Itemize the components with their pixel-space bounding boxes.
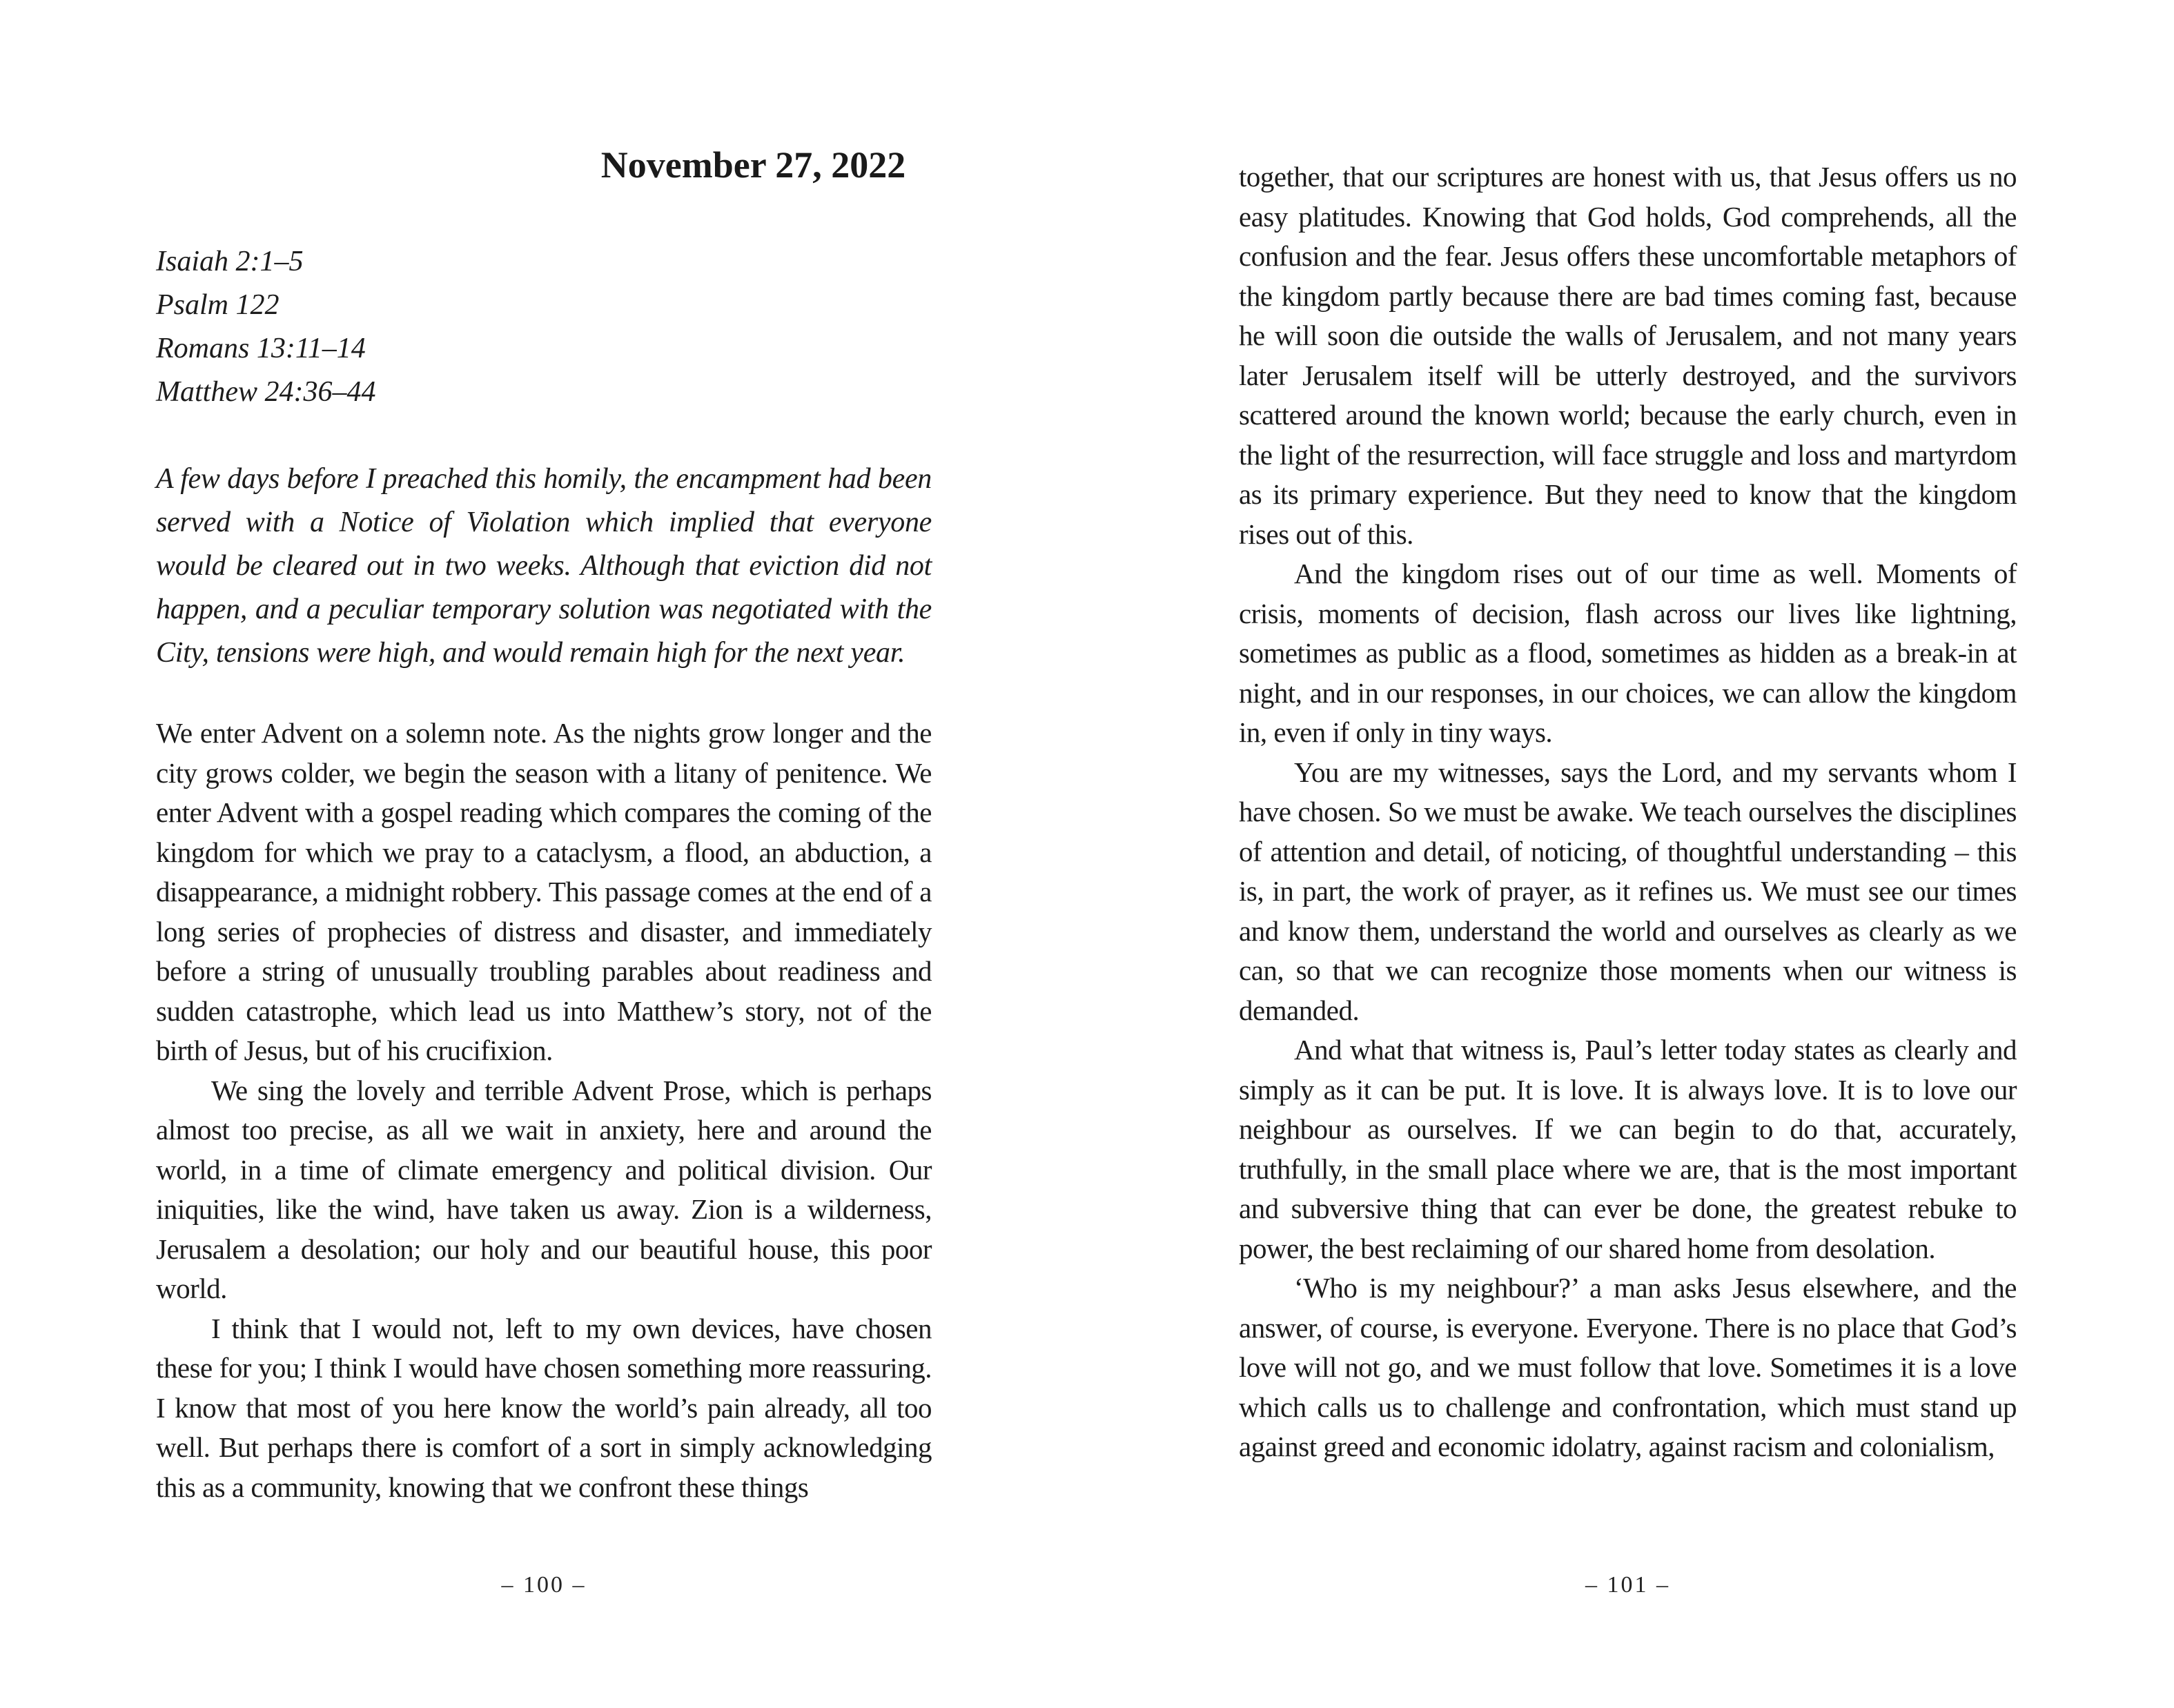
paragraph: together, that our scriptures are honest with us, that Jesus offers us no easy platitudes. Knowing that God holds, God comprehends, all the confusion and the fear. Jesus offers these uncomfortable metaphors of the kingdom partly because there are bad times coming fast, because he will soon die outside the walls of Jerusalem, and not many years later Jerusalem itself will be utterly destroyed, and the survivors scattered around the known world; because the early church, even in the light of the resurrection, will face struggle and loss and martyrdom as its primary experience. But they need to know that the kingdom rises out of this.: [1239, 161, 2017, 550]
homily-text-left: [156, 714, 932, 1507]
page-title: November 27, 2022: [600, 144, 906, 186]
readings-list: [156, 240, 932, 414]
reading-line: Matthew 24:36–44: [156, 376, 376, 408]
right-page: [1239, 0, 2017, 1708]
paragraph: And the kingdom rises out of our time as well. Moments of crisis, moments of decision, flash across our lives like lightning, sometimes as public as a flood, sometimes as hidden as a break-in at night, and in our responses, in our choices, we can allow the kingdom in, even if only in tiny ways.: [1239, 558, 2017, 748]
reading-line: Romans 13:11–14: [156, 333, 366, 364]
homily-text-right: [1239, 157, 2017, 1467]
left-page: [156, 0, 932, 1708]
page-number: – 101 –: [1585, 1572, 1670, 1598]
reading-line: Isaiah 2:1–5: [156, 246, 304, 277]
preface-note: A few days before I preached this homily, the encampment had been served with a Notice of Violation which implied that everyone would be cleared out in two weeks. Although that eviction did not happen, and a peculiar temporary solution was negotiated with the City, tensions were high, and would remain high for the next year.: [156, 463, 932, 669]
paragraph: You are my witnesses, says the Lord, and my servants whom I have chosen. So we must be awake. We teach ourselves the disciplines of attention and detail, of noticing, of thoughtful understanding – this is, in part, the work of prayer, as it refines us. We must see our times and know them, understand the world and ourselves as clearly as we can, so that we can recognize those moments when our witness is demanded.: [1239, 756, 2017, 1026]
paragraph: And what that witness is, Paul’s letter today states as clearly and simply as it can be put. It is love. It is always love. It is to love our neighbour as ourselves. If we can begin to do that, accurately, truthfully, in the small place where we are, that is the most important and subversive thing that can ever be done, the greatest rebuke to power, the best reclaiming of our shared home from desolation.: [1239, 1034, 2017, 1264]
paragraph: I think that I would not, left to my own devices, have chosen these for you; I think I would have chosen something more reassuring. I know that most of you here know the world’s pain already, all too well. But perhaps there is comfort of a sort in simply acknowledging this as a community, knowing that we confront these things: [156, 1312, 932, 1503]
paragraph: We enter Advent on a solemn note. As the nights grow longer and the city grows colder, we begin the season with a litany of penitence. We enter Advent with a gospel reading which compares the coming of the kingdom for which we pray to a cataclysm, a flood, an abduction, a disappearance, a midnight robbery. This passage comes at the end of a long series of prophecies of distress and disaster, and immediately before a string of unusually troubling parables about readiness and sudden catastrophe, which lead us into Matthew’s story, not of the birth of Jesus, but of his crucifixion.: [156, 717, 932, 1066]
paragraph: We sing the lovely and terrible Advent Prose, which is perhaps almost too precise, as all we wait in anxiety, here and around the world, in a time of climate emergency and political division. Our iniquities, like the wind, have taken us away. Zion is a wilderness, Jerusalem a desolation; our holy and our beautiful house, this poor world.: [156, 1074, 932, 1304]
reading-line: Psalm 122: [156, 289, 280, 321]
paragraph: ‘Who is my neighbour?’ a man asks Jesus elsewhere, and the answer, of course, is everyone. Everyone. There is no place that God’s love will not go, and we must follow that love. Sometimes it is a love which calls us to challenge and confrontation, which must stand up against greed and economic idolatry, against racism and colonialism,: [1239, 1272, 2017, 1462]
page-number: – 100 –: [501, 1572, 587, 1598]
